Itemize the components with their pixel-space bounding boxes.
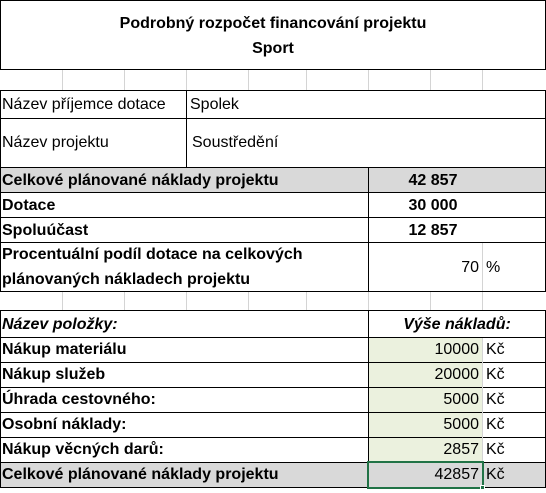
item-value[interactable]: 10000 <box>434 341 479 358</box>
col-cost-header: Výše nákladů: <box>403 316 511 333</box>
item-currency: Kč <box>486 441 505 458</box>
page-title: Podrobný rozpočet financování projektu <box>119 15 427 32</box>
recipient-value[interactable]: Spolek <box>190 96 239 113</box>
items-total-value[interactable]: 42857 <box>434 466 479 483</box>
item-label: Nákup materiálu <box>2 341 127 358</box>
percent-label-line1: Procentuální podíl dotace na celkových <box>2 246 303 263</box>
item-label: Úhrada cestovného: <box>2 391 156 408</box>
recipient-label: Název příjemce dotace <box>2 96 166 113</box>
summary-total-value[interactable]: 42 857 <box>408 172 458 189</box>
item-value[interactable]: 20000 <box>434 366 479 383</box>
percent-unit: % <box>486 259 501 276</box>
items-total-currency: Kč <box>486 466 505 483</box>
item-value[interactable]: 5000 <box>443 391 479 408</box>
grant-value[interactable]: 30 000 <box>408 197 458 214</box>
page-subtitle: Sport <box>252 40 294 57</box>
percent-value[interactable]: 70 <box>461 259 479 276</box>
item-label: Nákup věcných darů: <box>2 441 164 458</box>
item-currency: Kč <box>486 341 505 358</box>
cofin-label: Spoluúčast <box>2 222 89 239</box>
item-currency: Kč <box>486 366 505 383</box>
fill-handle[interactable] <box>480 485 485 490</box>
item-value[interactable]: 2857 <box>443 441 479 458</box>
project-label: Název projektu <box>2 134 109 151</box>
col-item-header: Název položky: <box>2 316 118 333</box>
grant-label: Dotace <box>2 197 56 214</box>
item-currency: Kč <box>486 416 505 433</box>
summary-total-label: Celkové plánované náklady projektu <box>2 172 279 189</box>
percent-label-line2: plánovaných nákladech projektu <box>2 271 251 288</box>
project-value[interactable]: Soustředění <box>192 134 279 151</box>
item-label: Osobní náklady: <box>2 416 127 433</box>
item-currency: Kč <box>486 391 505 408</box>
item-label: Nákup služeb <box>2 366 106 383</box>
items-total-label: Celkové plánované náklady projektu <box>2 466 279 483</box>
item-value[interactable]: 5000 <box>443 416 479 433</box>
cofin-value[interactable]: 12 857 <box>408 222 458 239</box>
